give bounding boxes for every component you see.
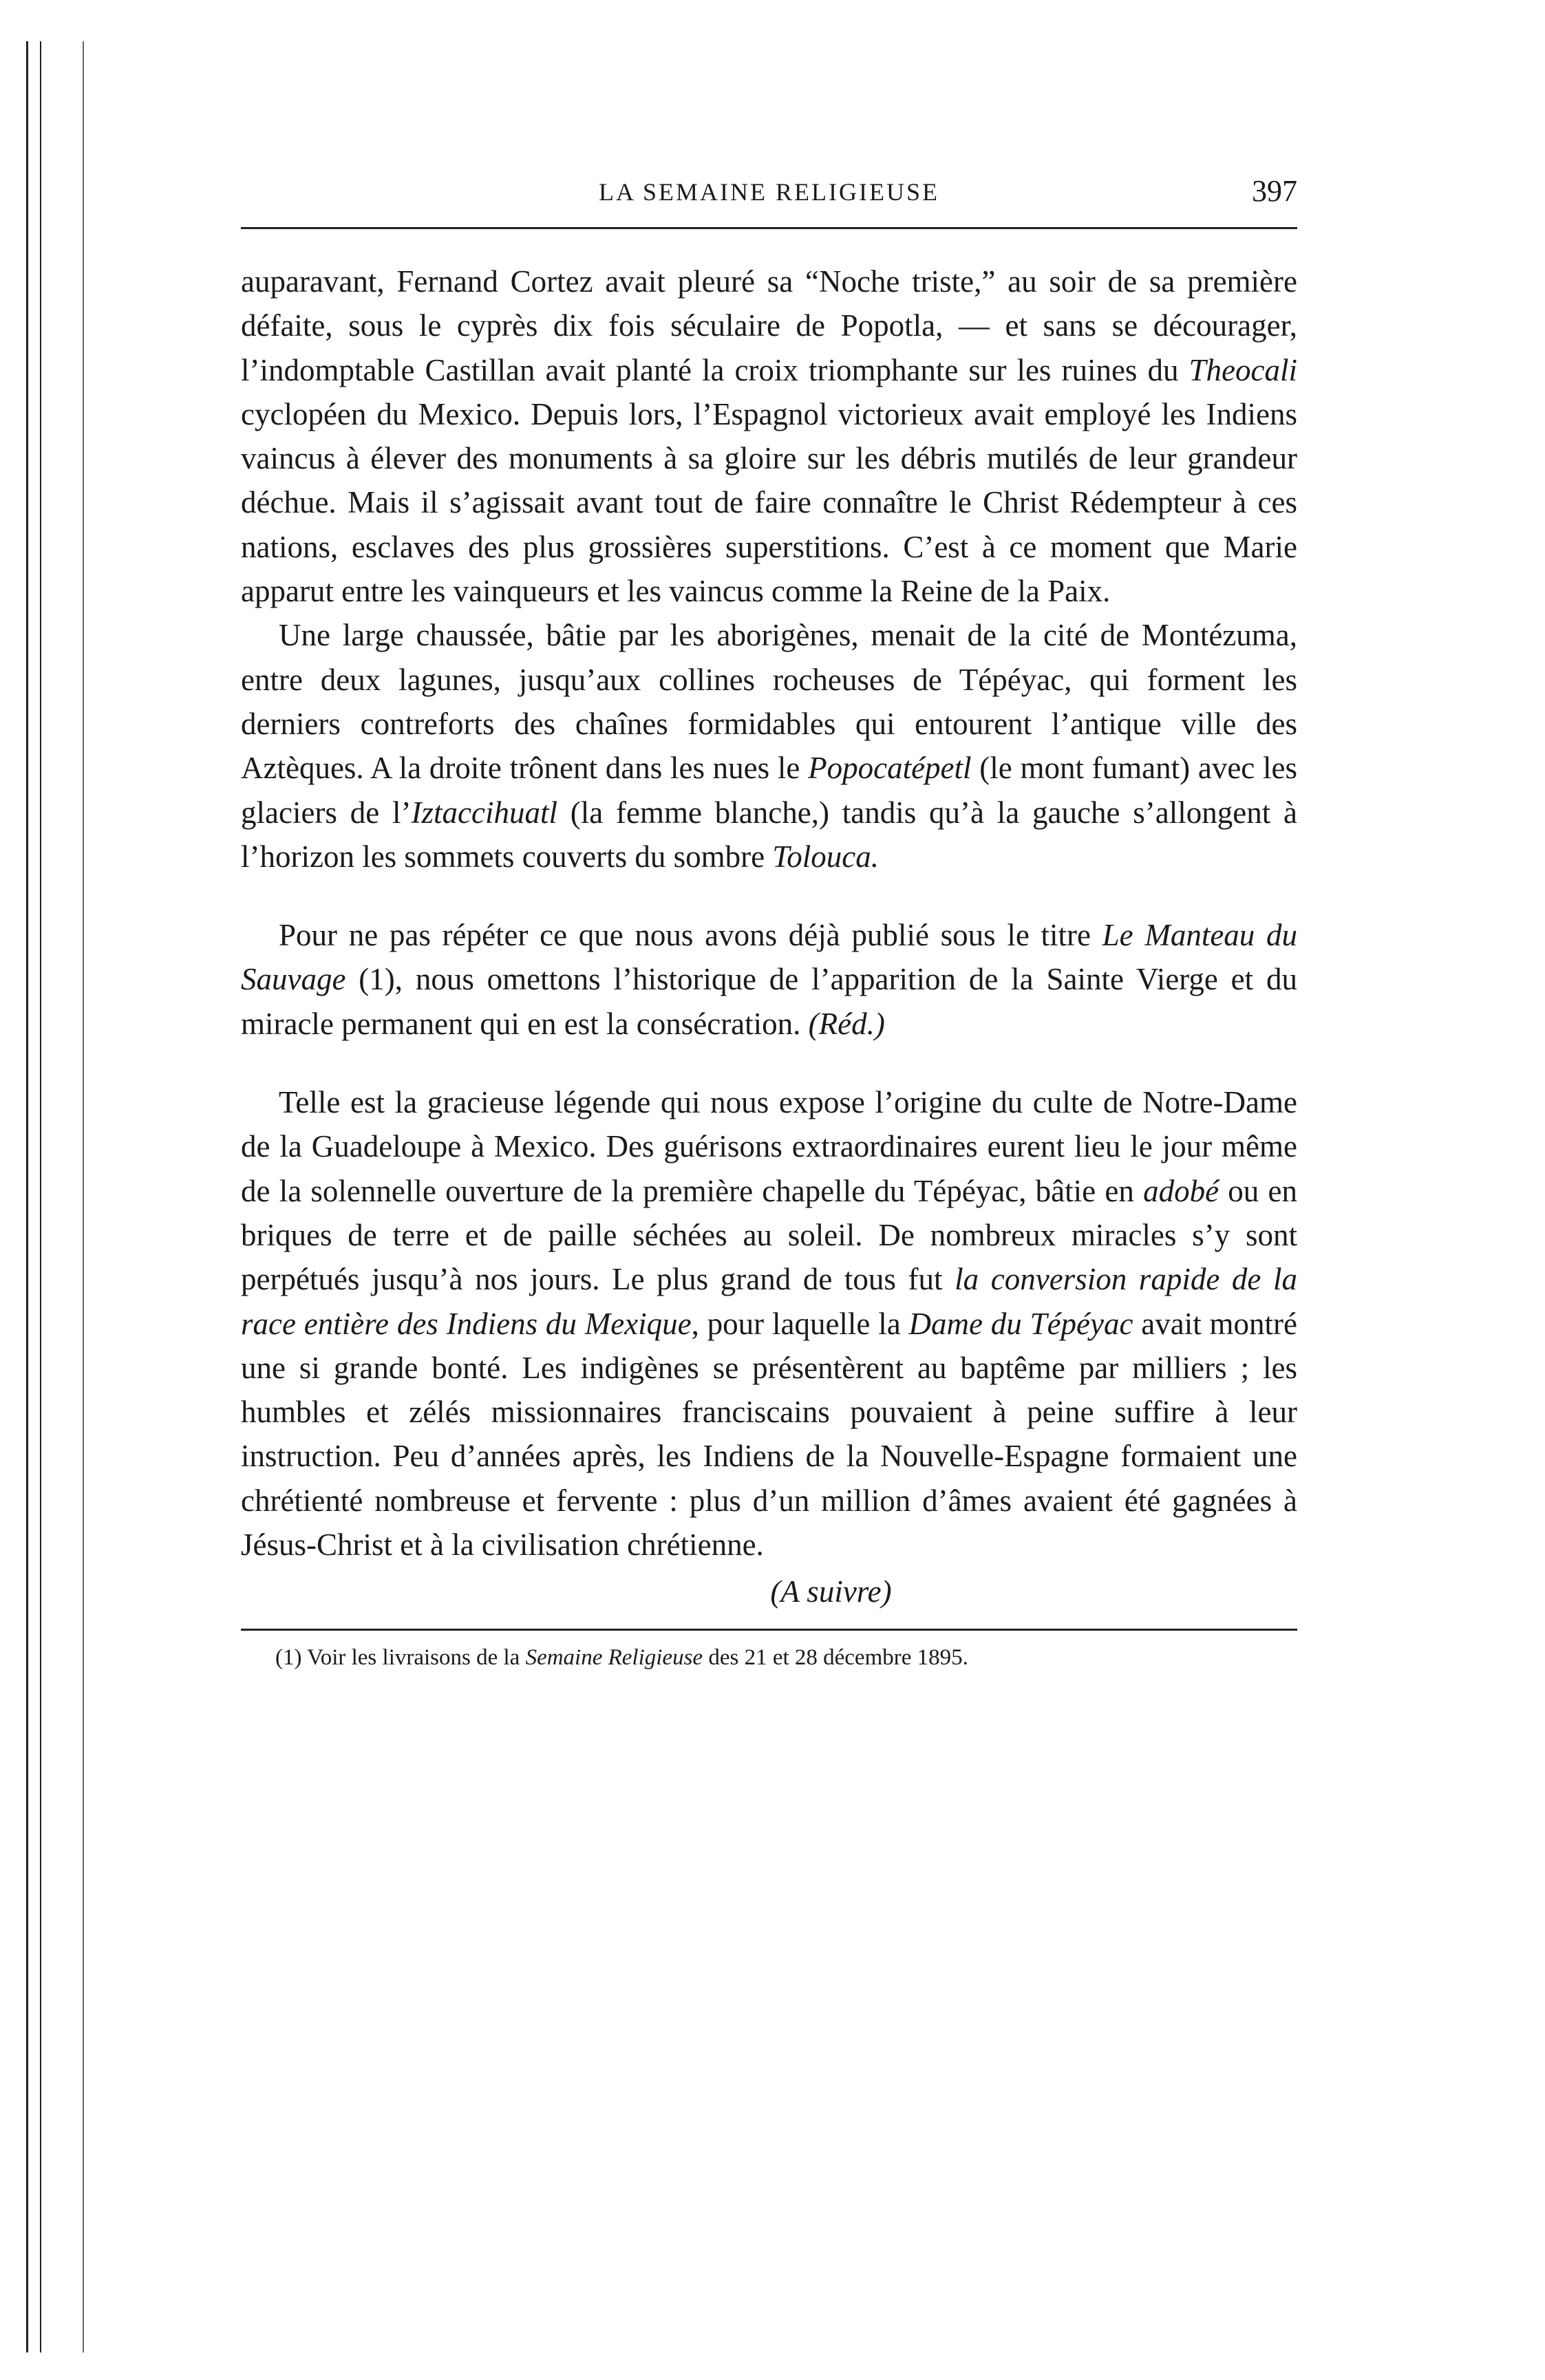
text-run: (1) Voir les livraisons de la bbox=[275, 1645, 526, 1671]
article-body bbox=[241, 259, 1297, 1567]
text-run: Une large chaussée, bâtie par les aborigènes, menait de la cité de Montézuma, entre deux lagunes, jusqu’aux collines rocheuses de Tépéyac, qui forment les derniers contreforts des chaînes formidables qui entourent l’antique ville des Aztèques. A la droite trônent dans les nues le bbox=[241, 618, 1297, 786]
paragraph bbox=[241, 259, 1297, 613]
footnote-divider bbox=[241, 1629, 1297, 1631]
text-run: Pour ne pas répéter ce que nous avons déjà publié sous le titre bbox=[279, 918, 1102, 953]
italic-text: la conversion rapide de la race entière des Indiens du Mexique bbox=[241, 1262, 1297, 1341]
text-run: avait montré une si grande bonté. Les indigènes se présentèrent au baptême par milliers ; les humbles et zélés missionnaires franciscains pouvaient à peine suffire à leur instruction. Peu d’années après, les Indiens de la Nouvelle-Espagne formaient une chrétienté nombreuse et fervente : plus d’un million d’âmes avaient été gagnées à Jésus-Christ et à la civilisation chrétienne. bbox=[241, 1306, 1298, 1563]
page-binding-edge bbox=[0, 0, 96, 2380]
italic-text: Semaine Religieuse bbox=[525, 1645, 703, 1671]
binding-line bbox=[83, 41, 84, 2352]
text-run: (le mont fumant) avec les glaciers de l’ bbox=[241, 751, 1297, 830]
text-run: (1), nous omettons l’historique de l’apparition de la Sainte Vierge et du miracle permanent qui en est la consécration. bbox=[241, 962, 1297, 1041]
text-run: des 21 et 28 décembre 1895. bbox=[703, 1645, 968, 1671]
document-page bbox=[241, 158, 1297, 1672]
paragraph bbox=[241, 1080, 1297, 1567]
page-number: 397 bbox=[1252, 174, 1297, 208]
text-run: , pour laquelle la bbox=[691, 1306, 909, 1341]
italic-text: Theocali bbox=[1189, 352, 1297, 387]
text-run: (la femme blanche,) tandis qu’à la gauche s’allongent à l’horizon les sommets couverts du sombre bbox=[241, 795, 1298, 874]
italic-text: adobé bbox=[1143, 1173, 1219, 1208]
italic-text: Tolouca. bbox=[772, 839, 879, 874]
binding-line bbox=[26, 41, 28, 2352]
footnote bbox=[241, 1643, 1297, 1672]
to-be-continued: (A suivre) bbox=[770, 1574, 892, 1609]
binding-line bbox=[40, 41, 41, 2352]
italic-text: Dame du Tépéyac bbox=[908, 1306, 1133, 1341]
running-title: LA SEMAINE RELIGIEUSE bbox=[599, 178, 939, 206]
text-run: Telle est la gracieuse légende qui nous expose l’origine du culte de Notre-Dame de la Guadeloupe à Mexico. Des guérisons extraordinaires eurent lieu le jour même de la solennelle ouverture de la première chapelle du Tépéyac, bâtie en bbox=[241, 1085, 1297, 1208]
text-run: cyclopéen du Mexico. Depuis lors, l’Espagnol victorieux avait employé les Indiens vaincus à élever des monuments à sa gloire sur les débris mutilés de leur grandeur déchue. Mais il s’agissait avant tout de faire connaître le Christ Rédempteur à ces nations, esclaves des plus grossières superstitions. C’est à ce moment que Marie apparut entre les vainqueurs et les vaincus comme la Reine de la Paix. bbox=[241, 396, 1297, 609]
italic-text: (Réd.) bbox=[808, 1006, 885, 1041]
text-run: auparavant, Fernand Cortez avait pleuré sa “Noche triste,” au soir de sa première défaite, sous le cyprès dix fois séculaire de Popotla, — et sans se décourager, l’indomptable Castillan avait planté la croix triomphante sur les ruines du bbox=[241, 264, 1297, 387]
paragraph bbox=[241, 913, 1297, 1046]
italic-text: Iztaccihuatl bbox=[411, 795, 557, 830]
text-run: ou en briques de terre et de paille séchées au soleil. De nombreux miracles s’y sont perpétués jusqu’à nos jours. Le plus grand de tous fut bbox=[241, 1173, 1297, 1297]
italic-text: Popocatépetl bbox=[808, 751, 972, 786]
paragraph bbox=[241, 613, 1297, 879]
italic-text: Le Manteau du Sauvage bbox=[241, 918, 1297, 997]
page-header bbox=[241, 158, 1297, 229]
